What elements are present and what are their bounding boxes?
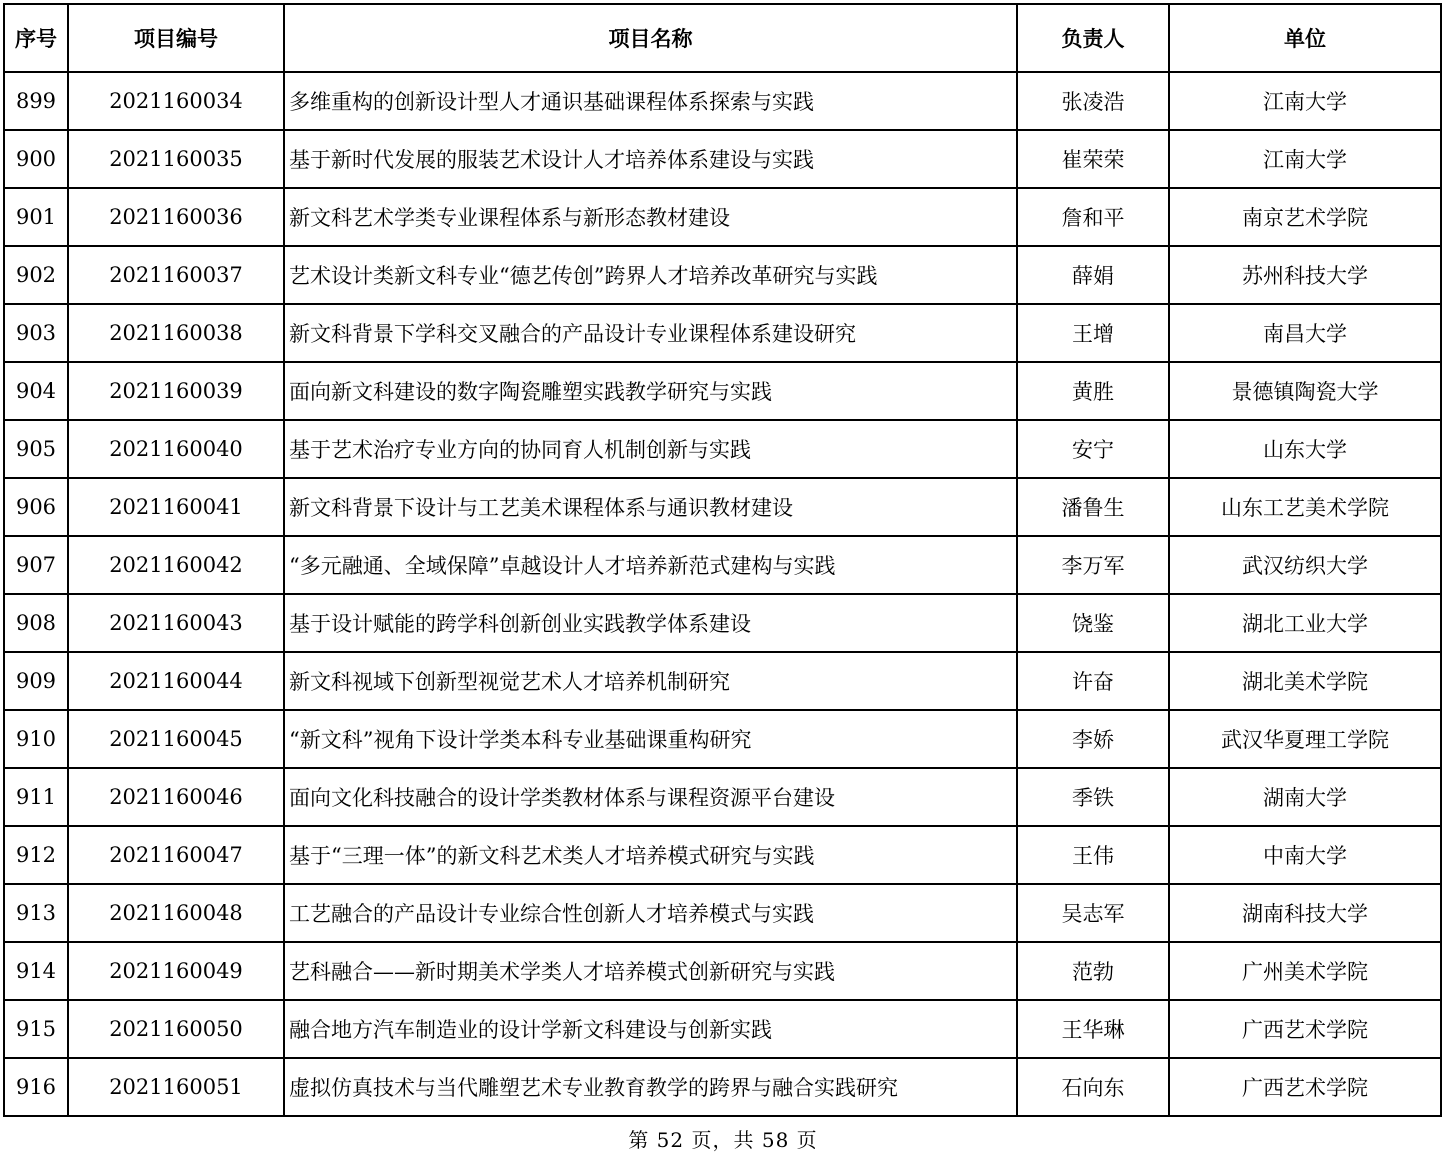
cell-index: 903 — [4, 304, 68, 362]
cell-index: 904 — [4, 362, 68, 420]
table-row — [4, 1000, 1441, 1058]
cell-project-name: 新文科背景下学科交叉融合的产品设计专业课程体系建设研究 — [284, 304, 1017, 362]
table-row — [4, 884, 1441, 942]
cell-leader: 李万军 — [1017, 536, 1169, 594]
cell-code: 2021160045 — [68, 710, 284, 768]
page-footer — [0, 1124, 1446, 1153]
table-row — [4, 362, 1441, 420]
cell-unit: 景德镇陶瓷大学 — [1169, 362, 1441, 420]
cell-code: 2021160040 — [68, 420, 284, 478]
cell-project-name: 艺术设计类新文科专业“德艺传创”跨界人才培养改革研究与实践 — [284, 246, 1017, 304]
cell-project-name: 基于“三理一体”的新文科艺术类人才培养模式研究与实践 — [284, 826, 1017, 884]
cell-index: 907 — [4, 536, 68, 594]
cell-unit: 江南大学 — [1169, 130, 1441, 188]
cell-unit: 中南大学 — [1169, 826, 1441, 884]
cell-code: 2021160044 — [68, 652, 284, 710]
cell-unit: 广西艺术学院 — [1169, 1058, 1441, 1116]
cell-code: 2021160038 — [68, 304, 284, 362]
cell-index: 899 — [4, 72, 68, 130]
cell-index: 902 — [4, 246, 68, 304]
cell-leader: 吴志军 — [1017, 884, 1169, 942]
cell-project-name: 基于艺术治疗专业方向的协同育人机制创新与实践 — [284, 420, 1017, 478]
table-row — [4, 420, 1441, 478]
cell-leader: 王华琳 — [1017, 1000, 1169, 1058]
cell-unit: 武汉纺织大学 — [1169, 536, 1441, 594]
cell-leader: 黄胜 — [1017, 362, 1169, 420]
header-index: 序号 — [4, 4, 68, 72]
cell-project-name: 新文科背景下设计与工艺美术课程体系与通识教材建设 — [284, 478, 1017, 536]
cell-index: 914 — [4, 942, 68, 1000]
table-row — [4, 1058, 1441, 1116]
page-number-text: 第 52 页，共 58 页 — [628, 1128, 818, 1152]
cell-code: 2021160049 — [68, 942, 284, 1000]
cell-code: 2021160046 — [68, 768, 284, 826]
table-row — [4, 478, 1441, 536]
table-row — [4, 652, 1441, 710]
cell-project-name: 多维重构的创新设计型人才通识基础课程体系探索与实践 — [284, 72, 1017, 130]
cell-leader: 张凌浩 — [1017, 72, 1169, 130]
cell-unit: 广西艺术学院 — [1169, 1000, 1441, 1058]
cell-project-name: 艺科融合——新时期美术学类人才培养模式创新研究与实践 — [284, 942, 1017, 1000]
cell-index: 910 — [4, 710, 68, 768]
cell-leader: 范勃 — [1017, 942, 1169, 1000]
table-body — [4, 72, 1441, 1116]
cell-leader: 潘鲁生 — [1017, 478, 1169, 536]
cell-index: 915 — [4, 1000, 68, 1058]
cell-project-name: 新文科视域下创新型视觉艺术人才培养机制研究 — [284, 652, 1017, 710]
project-table — [3, 3, 1442, 1117]
cell-unit: 武汉华夏理工学院 — [1169, 710, 1441, 768]
cell-leader: 崔荣荣 — [1017, 130, 1169, 188]
cell-unit: 山东大学 — [1169, 420, 1441, 478]
table-row — [4, 536, 1441, 594]
cell-project-name: 面向文化科技融合的设计学类教材体系与课程资源平台建设 — [284, 768, 1017, 826]
header-unit: 单位 — [1169, 4, 1441, 72]
header-leader: 负责人 — [1017, 4, 1169, 72]
cell-unit: 江南大学 — [1169, 72, 1441, 130]
cell-unit: 湖南大学 — [1169, 768, 1441, 826]
cell-project-name: “新文科”视角下设计学类本科专业基础课重构研究 — [284, 710, 1017, 768]
cell-index: 908 — [4, 594, 68, 652]
cell-code: 2021160039 — [68, 362, 284, 420]
table-row — [4, 72, 1441, 130]
table-row — [4, 188, 1441, 246]
cell-index: 911 — [4, 768, 68, 826]
cell-unit: 山东工艺美术学院 — [1169, 478, 1441, 536]
cell-code: 2021160048 — [68, 884, 284, 942]
table-row — [4, 130, 1441, 188]
cell-index: 912 — [4, 826, 68, 884]
cell-code: 2021160037 — [68, 246, 284, 304]
cell-index: 916 — [4, 1058, 68, 1116]
cell-index: 905 — [4, 420, 68, 478]
cell-project-name: 面向新文科建设的数字陶瓷雕塑实践教学研究与实践 — [284, 362, 1017, 420]
cell-index: 901 — [4, 188, 68, 246]
cell-code: 2021160043 — [68, 594, 284, 652]
cell-index: 909 — [4, 652, 68, 710]
cell-project-name: 基于设计赋能的跨学科创新创业实践教学体系建设 — [284, 594, 1017, 652]
cell-index: 906 — [4, 478, 68, 536]
table-row — [4, 710, 1441, 768]
cell-leader: 李娇 — [1017, 710, 1169, 768]
cell-unit: 湖北工业大学 — [1169, 594, 1441, 652]
cell-code: 2021160036 — [68, 188, 284, 246]
cell-leader: 王增 — [1017, 304, 1169, 362]
header-name: 项目名称 — [284, 4, 1017, 72]
table-row — [4, 304, 1441, 362]
table-row — [4, 246, 1441, 304]
cell-project-name: 基于新时代发展的服装艺术设计人才培养体系建设与实践 — [284, 130, 1017, 188]
table-row — [4, 826, 1441, 884]
cell-leader: 詹和平 — [1017, 188, 1169, 246]
header-row — [4, 4, 1441, 72]
table-row — [4, 594, 1441, 652]
cell-code: 2021160042 — [68, 536, 284, 594]
cell-leader: 石向东 — [1017, 1058, 1169, 1116]
header-code: 项目编号 — [68, 4, 284, 72]
cell-project-name: 融合地方汽车制造业的设计学新文科建设与创新实践 — [284, 1000, 1017, 1058]
cell-code: 2021160041 — [68, 478, 284, 536]
cell-unit: 广州美术学院 — [1169, 942, 1441, 1000]
cell-unit: 南昌大学 — [1169, 304, 1441, 362]
cell-leader: 薛娟 — [1017, 246, 1169, 304]
cell-leader: 季铁 — [1017, 768, 1169, 826]
cell-project-name: 虚拟仿真技术与当代雕塑艺术专业教育教学的跨界与融合实践研究 — [284, 1058, 1017, 1116]
cell-leader: 许奋 — [1017, 652, 1169, 710]
cell-unit: 湖北美术学院 — [1169, 652, 1441, 710]
cell-index: 900 — [4, 130, 68, 188]
cell-project-name: 工艺融合的产品设计专业综合性创新人才培养模式与实践 — [284, 884, 1017, 942]
cell-project-name: “多元融通、全域保障”卓越设计人才培养新范式建构与实践 — [284, 536, 1017, 594]
cell-index: 913 — [4, 884, 68, 942]
cell-leader: 安宁 — [1017, 420, 1169, 478]
cell-code: 2021160034 — [68, 72, 284, 130]
table-row — [4, 942, 1441, 1000]
cell-code: 2021160035 — [68, 130, 284, 188]
cell-code: 2021160051 — [68, 1058, 284, 1116]
cell-leader: 饶鉴 — [1017, 594, 1169, 652]
cell-unit: 湖南科技大学 — [1169, 884, 1441, 942]
cell-code: 2021160047 — [68, 826, 284, 884]
table-row — [4, 768, 1441, 826]
cell-unit: 南京艺术学院 — [1169, 188, 1441, 246]
cell-unit: 苏州科技大学 — [1169, 246, 1441, 304]
cell-leader: 王伟 — [1017, 826, 1169, 884]
cell-code: 2021160050 — [68, 1000, 284, 1058]
cell-project-name: 新文科艺术学类专业课程体系与新形态教材建设 — [284, 188, 1017, 246]
